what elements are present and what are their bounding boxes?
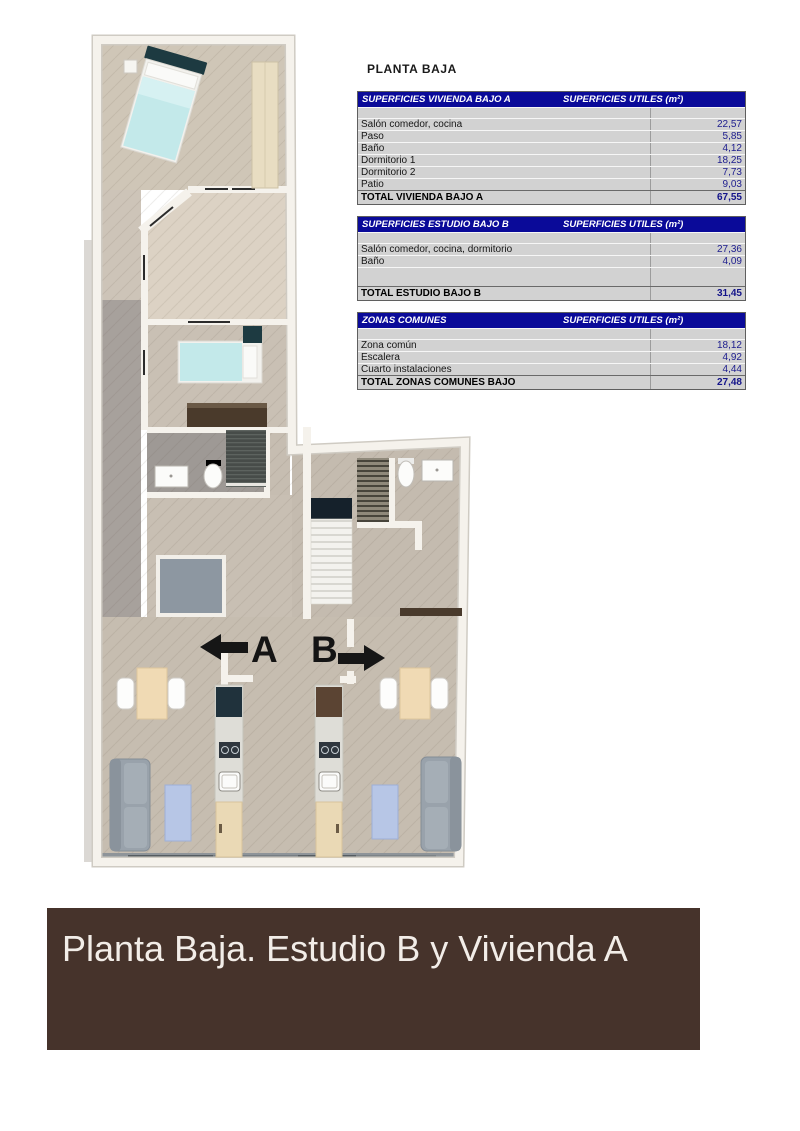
spacer-row [358,107,745,118]
toilet [204,464,222,488]
surface-tables [357,91,746,401]
table-title: ZONAS COMUNES [362,315,447,326]
wall-stub-b3 [340,676,356,683]
spacer-row [358,232,745,243]
total-label: TOTAL VIVIENDA BAJO A [361,192,484,203]
row-label: Paso [361,131,384,142]
wall-bathrooma-south [147,492,270,498]
table-row [358,255,745,267]
total-value: 31,45 [650,287,745,300]
shower [226,430,266,487]
footer-banner [47,908,700,1050]
table-row [358,142,745,154]
chair [117,678,134,709]
kitchen-island-a [215,685,243,857]
table-unit-header: SUPERFICIES UTILES (m²) [563,219,684,230]
row-value: 5,85 [650,131,745,142]
wall-stair-hall [303,427,311,619]
table-total-row [358,375,745,389]
wall-below-stairs-return [415,528,422,550]
wall-below-stairs [357,521,422,528]
shower-glass [226,483,266,486]
stair-landing [311,498,352,519]
table-header [358,217,745,232]
chair [168,678,185,709]
toilet-b [398,461,414,487]
row-value: 9,03 [650,179,745,190]
row-value: 18,12 [650,340,745,351]
nightstand [124,60,137,73]
row-value: 4,92 [650,352,745,363]
blank-row [358,267,745,286]
wall-stub-a2 [225,675,253,682]
row-label: Cuarto instalaciones [361,364,452,375]
wall-stub-b [347,619,354,647]
total-value: 27,48 [650,376,745,389]
row-value: 22,57 [650,119,745,130]
table-row [358,363,745,375]
table-header [358,92,745,107]
row-label: Baño [361,256,385,267]
row-label: Baño [361,143,385,154]
row-value: 4,12 [650,143,745,154]
sofa-b [421,757,461,851]
unit-b-label: B [311,629,338,670]
table-header [358,313,745,328]
unit-a-label: A [251,629,278,670]
kitchen-island-b [315,685,343,857]
total-label: TOTAL ZONAS COMUNES BAJO [361,377,516,388]
table-row [358,118,745,130]
row-value: 27,36 [650,244,745,255]
row-label: Dormitorio 2 [361,167,416,178]
communal-stairs [357,458,389,522]
table-estudio-b [357,216,746,301]
sofa-a [110,759,150,851]
wall-stairs-east [389,458,395,524]
shelf-bar [400,608,462,616]
table-row [358,243,745,255]
row-value: 18,25 [650,155,745,166]
table-title: SUPERFICIES ESTUDIO BAJO B [362,219,509,230]
row-label: Zona común [361,340,417,351]
cooktop-a [219,742,240,758]
table-total-row [358,286,745,300]
table-row [358,339,745,351]
page-title: PLANTA BAJA [367,62,457,76]
table-unit-header: SUPERFICIES UTILES (m²) [563,315,684,326]
table-total-row [358,190,745,204]
total-value: 67,55 [650,191,745,204]
spacer-row [358,328,745,339]
row-label: Salón comedor, cocina, dormitorio [361,244,513,255]
table-row [358,178,745,190]
rug-b [372,785,398,839]
row-label: Salón comedor, cocina [361,119,463,130]
table-row [358,351,745,363]
staircase [311,498,352,604]
chair [380,678,397,709]
table-title: SUPERFICIES VIVIENDA BAJO A [362,94,511,105]
table-row [358,154,745,166]
table-zonas-comunes [357,312,746,390]
row-label: Dormitorio 1 [361,155,416,166]
cabinet-b [316,687,342,717]
rug-a [165,785,191,841]
row-value: 4,09 [650,256,745,267]
table-row [358,130,745,142]
utility-room [158,557,224,615]
table-unit-header: SUPERFICIES UTILES (m²) [563,94,684,105]
chair [431,678,448,709]
fridge-a [216,687,242,717]
cooktop-b [319,742,340,758]
wardrobe [252,62,278,188]
row-label: Escalera [361,352,400,363]
row-value: 4,44 [650,364,745,375]
table-vivienda-a [357,91,746,205]
dresser [187,403,267,427]
total-label: TOTAL ESTUDIO BAJO B [361,288,482,299]
row-value: 7,73 [650,167,745,178]
footer-banner-text: Planta Baja. Estudio B y Vivienda A [62,928,628,969]
row-label: Patio [361,179,384,190]
table-row [358,166,745,178]
